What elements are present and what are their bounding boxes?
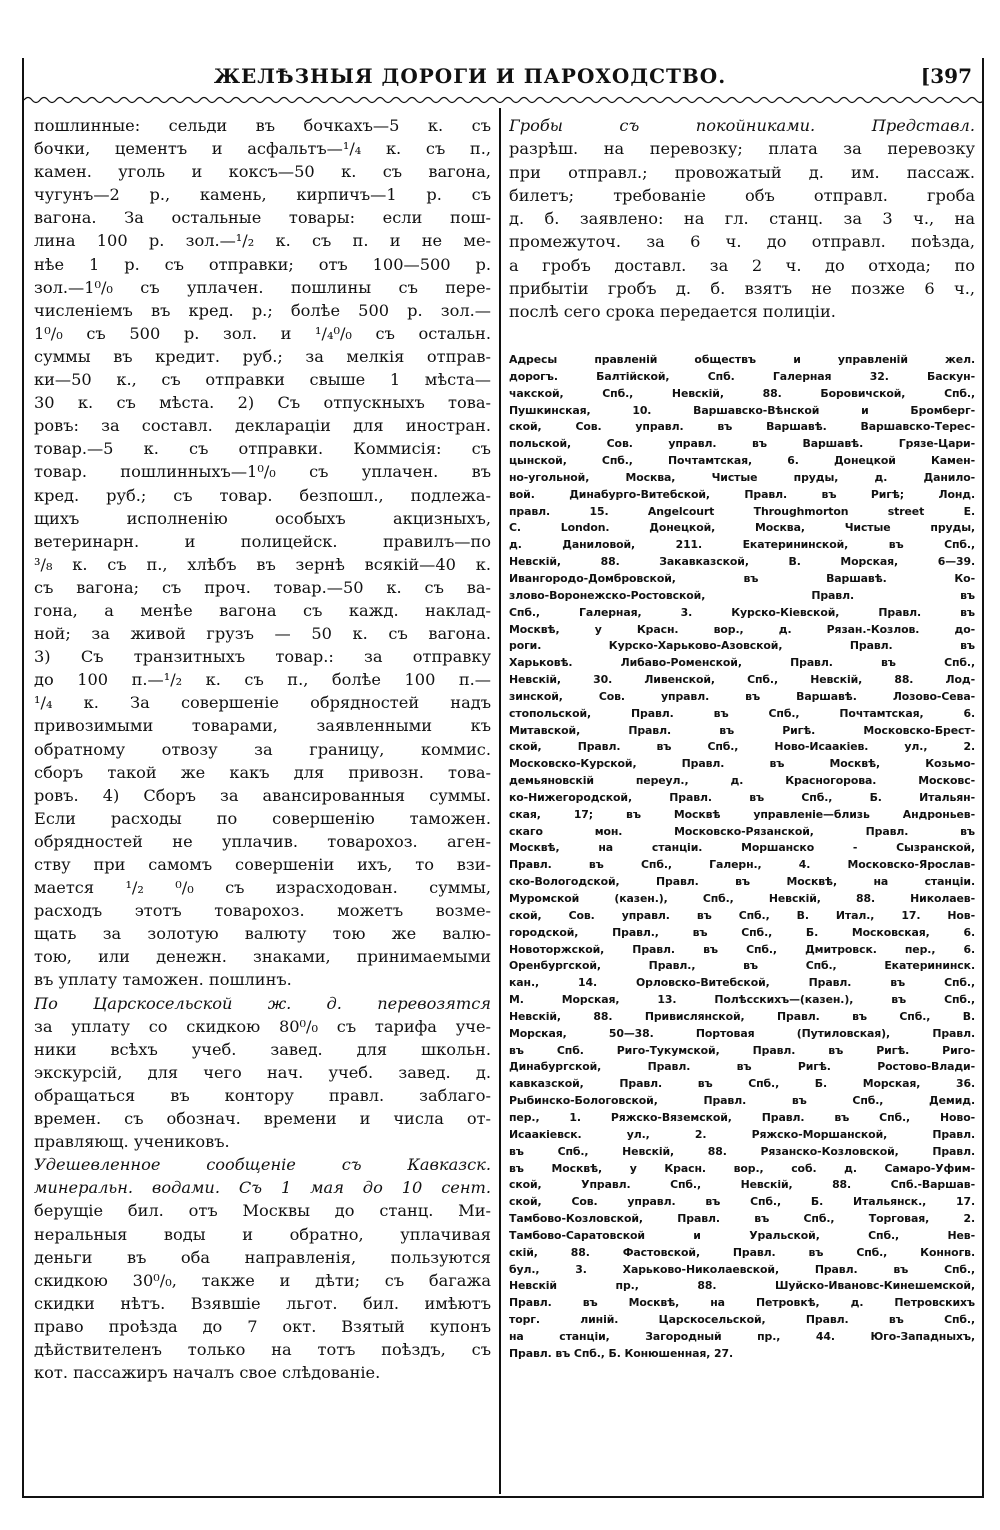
text-line: Невскій, 30. Ливенской, Спб., Невскій, 88. Лод- (509, 673, 975, 687)
text-line: бул., 3. Харьково-Николаевской, Правл. въ Спб., (509, 1262, 975, 1276)
text-line: мается ¹/₂ ⁰/₀ съ израсходован. суммы, (34, 878, 491, 898)
text-line: Правл. въ Спб., Галерн., 4. Московско-Ярослав- (509, 858, 975, 872)
text-line: минеральн. водами. Съ 1 мая до 10 сент. (34, 1178, 491, 1198)
text-line: польской, Сов. управл. въ Варшавѣ. Грязе-Цари- (509, 437, 975, 451)
column-divider (499, 108, 501, 1494)
text-line: ровъ: за составл. деклараціи для иностран. (34, 416, 491, 436)
text-line: обратному отвозу за границу, коммис. (34, 739, 491, 759)
text-line: деньги въ оба направленія, пользуются (34, 1247, 491, 1267)
text-line: скій, 88. Фастовской, Правл. въ Спб., Конногв. (509, 1245, 975, 1259)
text-line: вагона. За остальные товары: если пош- (34, 208, 491, 228)
text-line: товар.—5 к. съ отправки. Коммисія: съ (34, 439, 491, 459)
text-line: берущіе бил. отъ Москвы до станц. Ми- (34, 1201, 491, 1221)
text-line: до 100 п.—¹/₂ к. съ п., болѣе 100 п.— (34, 670, 491, 690)
text-line: щихъ исполненію особыхъ акцизныхъ, (34, 508, 491, 528)
text-line: но-угольной, Москва, Чистые пруды, д. Данило- (509, 470, 975, 484)
text-line: неральныя воды и обратно, уплачивая (34, 1224, 491, 1244)
text-line: Спб., Галерная, 3. Курско-Кіевской, Правл. въ (509, 605, 975, 619)
text-line: право проѣзда до 7 окт. Взятый купонъ (34, 1316, 491, 1336)
text-line: ровъ. 4) Сборъ за авансированныя суммы. (34, 785, 491, 805)
text-line: Морская, 50—38. Портовая (Путиловская), Правл. (509, 1026, 975, 1040)
text-line: сборъ такой же какъ для привозн. това- (34, 762, 491, 782)
text-line: зол.—1⁰/₀ съ уплачен. пошлины съ пере- (34, 277, 491, 297)
text-line: ской, Сов. управл. въ Спб., Б. Итальянск., 17. (509, 1195, 975, 1209)
text-line: нѣе 1 р. съ отправки; отъ 100—500 р. (34, 254, 491, 274)
text-line: правл. 15. Angelcourt Throughmorton street E. (509, 504, 975, 518)
text-line: ской, Сов. управл. въ Варшавѣ. Варшавско-Терес- (509, 420, 975, 434)
text-line: въ Москвѣ, у Красн. вор., соб. д. Самаро-Уфим- (509, 1161, 975, 1175)
text-line: ной; за живой грузъ — 50 к. съ вагона. (34, 624, 491, 644)
text-line: Ивангородо-Домбровской, въ Варшавѣ. Ко- (509, 571, 975, 585)
text-line: М. Морская, 13. Полѣсскихъ—(казен.), въ Спб., (509, 993, 975, 1007)
text-line: Невскій пр., 88. Шуйско-Ивановс-Кинешемской, (509, 1279, 975, 1293)
text-line: Тамбово-Козловской, Правл. въ Спб., Торговая, 2. (509, 1212, 975, 1226)
text-line: ветеринарн. и полицейск. правилъ—по (34, 531, 491, 551)
text-line: ¹/₄ к. За совершеніе обрядностей надъ (34, 693, 491, 713)
text-line: вой. Динабурго-Витебской, Правл. въ Ригѣ; Лонд. (509, 487, 975, 501)
text-line: промежуточ. за 6 ч. до отправл. поѣзда, (509, 232, 975, 252)
text-line: ники всѣхъ учеб. завед. для школьн. (34, 1039, 491, 1059)
text-line: зинской, Сов. управл. въ Варшавѣ. Лозово-Сева- (509, 689, 975, 703)
text-line: 1⁰/₀ съ 500 р. зол. и ¹/₄⁰/₀ съ остальн. (34, 323, 491, 343)
text-line: лина 100 р. зол.—¹/₂ к. съ п. и не ме- (34, 231, 491, 251)
text-line: Оренбургской, Правл., въ Спб., Екатерининск. (509, 959, 975, 973)
page-title: ЖЕЛѢЗНЫЯ ДОРОГИ И ПАРОХОДСТВО. (213, 64, 727, 88)
text-line: 3) Съ транзитныхъ товар.: за отправку (34, 647, 491, 667)
text-line: Динабургской, Правл. въ Ригѣ. Ростово-Влади- (509, 1060, 975, 1074)
text-line: городской, Правл., въ Спб., Б. Московская, 6. (509, 925, 975, 939)
text-line: скаго мон. Московско-Рязанской, Правл. въ (509, 824, 975, 838)
text-line: кред. руб.; съ товар. безпошл., подлежа- (34, 485, 491, 505)
text-line: ская, 17; въ Москвѣ управленіе—близь Андроньев- (509, 807, 975, 821)
text-line: при отправл.; провожатый д. им. пассаж. (509, 162, 975, 182)
text-line: скидкою 30⁰/₀, также и дѣти; съ багажа (34, 1270, 491, 1290)
text-line: товар. пошлинныхъ—1⁰/₀ съ уплачен. въ (34, 462, 491, 482)
text-line: билетъ; требованіе объ отправл. гроба (509, 185, 975, 205)
text-line: стопольской, Правл. въ Спб., Почтамтская, 6. (509, 706, 975, 720)
text-line: дорогъ. Балтійской, Спб. Галерная 32. Баскун- (509, 369, 975, 383)
text-line: Новоторжской, Правл. въ Спб., Дмитровск. пер., 6. (509, 942, 975, 956)
text-line: ству при самомъ совершеніи ихъ, то взи- (34, 855, 491, 874)
text-line: Если расходы по совершенію таможен. (34, 808, 491, 828)
text-line: злово-Воронежско-Ростовской, Правл. въ (509, 588, 975, 602)
text-line: на станціи, Загородный пр., 44. Юго-Западныхъ, (509, 1329, 975, 1343)
text-line: камен. уголь и коксъ—50 к. съ вагона, (34, 162, 491, 182)
text-line: Рыбинско-Бологовской, Правл. въ Спб., Демид. (509, 1094, 975, 1108)
text-line: расходъ этотъ товарохоз. можетъ возме- (34, 901, 491, 921)
text-line: 30 к. съ мѣста. 2) Съ отпускныхъ това- (34, 393, 491, 413)
text-line: разрѣш. на перевозку; плата за перевозку (509, 139, 975, 159)
text-line: Правл. въ Спб., Б. Конюшенная, 27. (509, 1346, 734, 1360)
wavy-rule (24, 94, 982, 106)
text-line: Гробы съ покойниками. Представл. (509, 116, 975, 135)
text-line: ской, Правл. въ Спб., Ново-Исаакіев. ул., 2. (509, 740, 975, 754)
text-line: скидки нѣтъ. Взявшіе льгот. бил. имѣютъ (34, 1293, 491, 1313)
text-line: тою, или денежн. знаками, принимаемыми (34, 947, 491, 967)
text-line: цынской, Спб., Почтамтская, 6. Донецкой Камен- (509, 454, 975, 468)
text-line: послѣ сего срока передается полиціи. (509, 302, 836, 322)
text-line: кавказской, Правл. въ Спб., Б. Морская, 36. (509, 1077, 975, 1091)
text-line: д. Даниловой, 211. Екатерининской, въ Спб., (509, 538, 975, 552)
text-line: Митавской, Правл. въ Ригѣ. Московско-Брест- (509, 723, 975, 737)
text-line: Исаакіевск. ул., 2. Ряжско-Моршанской, Правл. (509, 1127, 975, 1141)
text-line: обращаться въ контору правл. заблаго- (34, 1085, 491, 1105)
text-line: ³/₈ к. съ п., хлѣбъ въ зернѣ всякій—40 к. (34, 554, 491, 574)
text-line: пошлинные: сельди въ бочкахъ—5 к. съ (34, 116, 491, 135)
text-line: чакской, Спб., Невскій, 88. Боровичской, Спб., (509, 386, 975, 400)
text-line: Москвѣ, на станціи. Моршанско - Сызранской, (509, 841, 975, 855)
text-line: чугунъ—2 р., камень, кирпичъ—1 р. съ (34, 185, 491, 205)
text-line: C. London. Донецкой, Москва, Чистые пруды, (509, 521, 975, 535)
text-line: По Царскосельской ж. д. перевозятся (34, 993, 491, 1013)
right-column-coffins (509, 114, 975, 346)
text-line: гона, а менѣе вагона съ кажд. наклад- (34, 600, 491, 620)
page-number: [397 (920, 64, 972, 88)
text-line: ско-Вологодской, Правл. въ Москвѣ, на станціи. (509, 875, 975, 889)
text-line: за уплату со скидкою 80⁰/₀ съ тарифа уче- (34, 1016, 491, 1036)
text-line: привозимыми товарами, заявленными къ (34, 716, 491, 736)
text-line: бочки, цементъ и асфальтъ—¹/₄ к. съ п., (34, 139, 491, 159)
text-line: кан., 14. Орловско-Витебской, Правл. въ Спб., (509, 976, 975, 990)
text-line: правляющ. учениковъ. (34, 1132, 230, 1152)
text-line: въ уплату таможен. пошлинъ. (34, 970, 292, 990)
text-line: Пушкинская, 10. Варшавско-Вѣнской и Бромберг- (509, 403, 975, 417)
text-line: въ Спб. Риго-Тукумской, Правл. въ Ригѣ. Риго- (509, 1043, 975, 1057)
text-line: въ Спб., Невскій, 88. Рязанско-Козловской, Правл. (509, 1144, 975, 1158)
text-line: Удешевленное сообщеніе съ Кавказск. (34, 1155, 491, 1175)
text-line: а гробъ доставл. за 2 ч. до отхода; по (509, 255, 975, 275)
text-line: щать за золотую валюту тою же валю- (34, 924, 491, 944)
text-line: Невскій, 88. Привислянской, Правл. въ Спб., В. (509, 1009, 975, 1023)
text-line: ской, Управл. Спб., Невскій, 88. Спб.-Варшав- (509, 1178, 975, 1192)
text-line: времен. съ обознач. времени и числа от- (34, 1109, 491, 1129)
text-line: Правл. въ Москвѣ, на Петровкѣ, д. Петровскихъ (509, 1296, 975, 1310)
text-line: ко-Нижегородской, Правл. въ Спб., Б. Итальян- (509, 790, 975, 804)
text-line: торг. линій. Царскосельской, Правл. въ Спб., (509, 1313, 975, 1327)
text-line: дѣйствителенъ только на тотъ поѣздъ, съ (34, 1339, 491, 1359)
running-header (30, 64, 980, 94)
text-line: ки—50 к., съ отправки свыше 1 мѣста— (34, 370, 491, 390)
text-line: Муромской (казен.), Спб., Невскій, 88. Николаев- (509, 892, 975, 905)
text-line: ской, Сов. управл. въ Спб., В. Итал., 17. Нов- (509, 908, 975, 922)
text-line: Московско-Курской, Правл. въ Москвѣ, Козьмо- (509, 757, 975, 771)
right-column-addresses (509, 352, 975, 1492)
text-line: Москвѣ, у Красн. вор., д. Рязан.-Козлов. до- (509, 622, 975, 636)
text-line: Харьковѣ. Либаво-Роменской, Правл. въ Спб., (509, 656, 975, 670)
text-line: кот. пассажиръ началъ свое слѣдованіе. (34, 1363, 381, 1383)
text-line: прибытіи гробъ д. б. взятъ не позже 6 ч., (509, 279, 975, 299)
text-line: Невскій, 88. Закавказской, В. Морская, 6—39. (509, 555, 975, 569)
text-line: роги. Курско-Харьково-Азовской, Правл. въ (509, 639, 975, 653)
text-line: съ вагона; съ проч. товар.—50 к. съ ва- (34, 577, 491, 597)
text-line: суммы въ кредит. руб.; за мелкія отправ- (34, 346, 491, 366)
text-line: д. б. заявлено: на гл. станц. за 3 ч., на (509, 209, 975, 229)
text-line: пер., 1. Ряжско-Вяземской, Правл. въ Спб., Ново- (509, 1110, 975, 1124)
text-line: Тамбово-Саратовской и Уральской, Спб., Нев- (509, 1228, 975, 1242)
text-line: обрядностей не уплачив. товарохоз. аген- (34, 831, 491, 851)
text-line: Адресы правленій обществъ и управленій жел. (509, 353, 975, 366)
text-line: демьяновскій переул., д. Красногорова. Московс- (509, 774, 975, 788)
left-column (34, 114, 491, 1492)
text-line: численіемъ въ кред. р.; болѣе 500 р. зол.— (34, 300, 491, 320)
text-line: экскурсій, для чего нач. учеб. завед. д. (34, 1062, 491, 1082)
